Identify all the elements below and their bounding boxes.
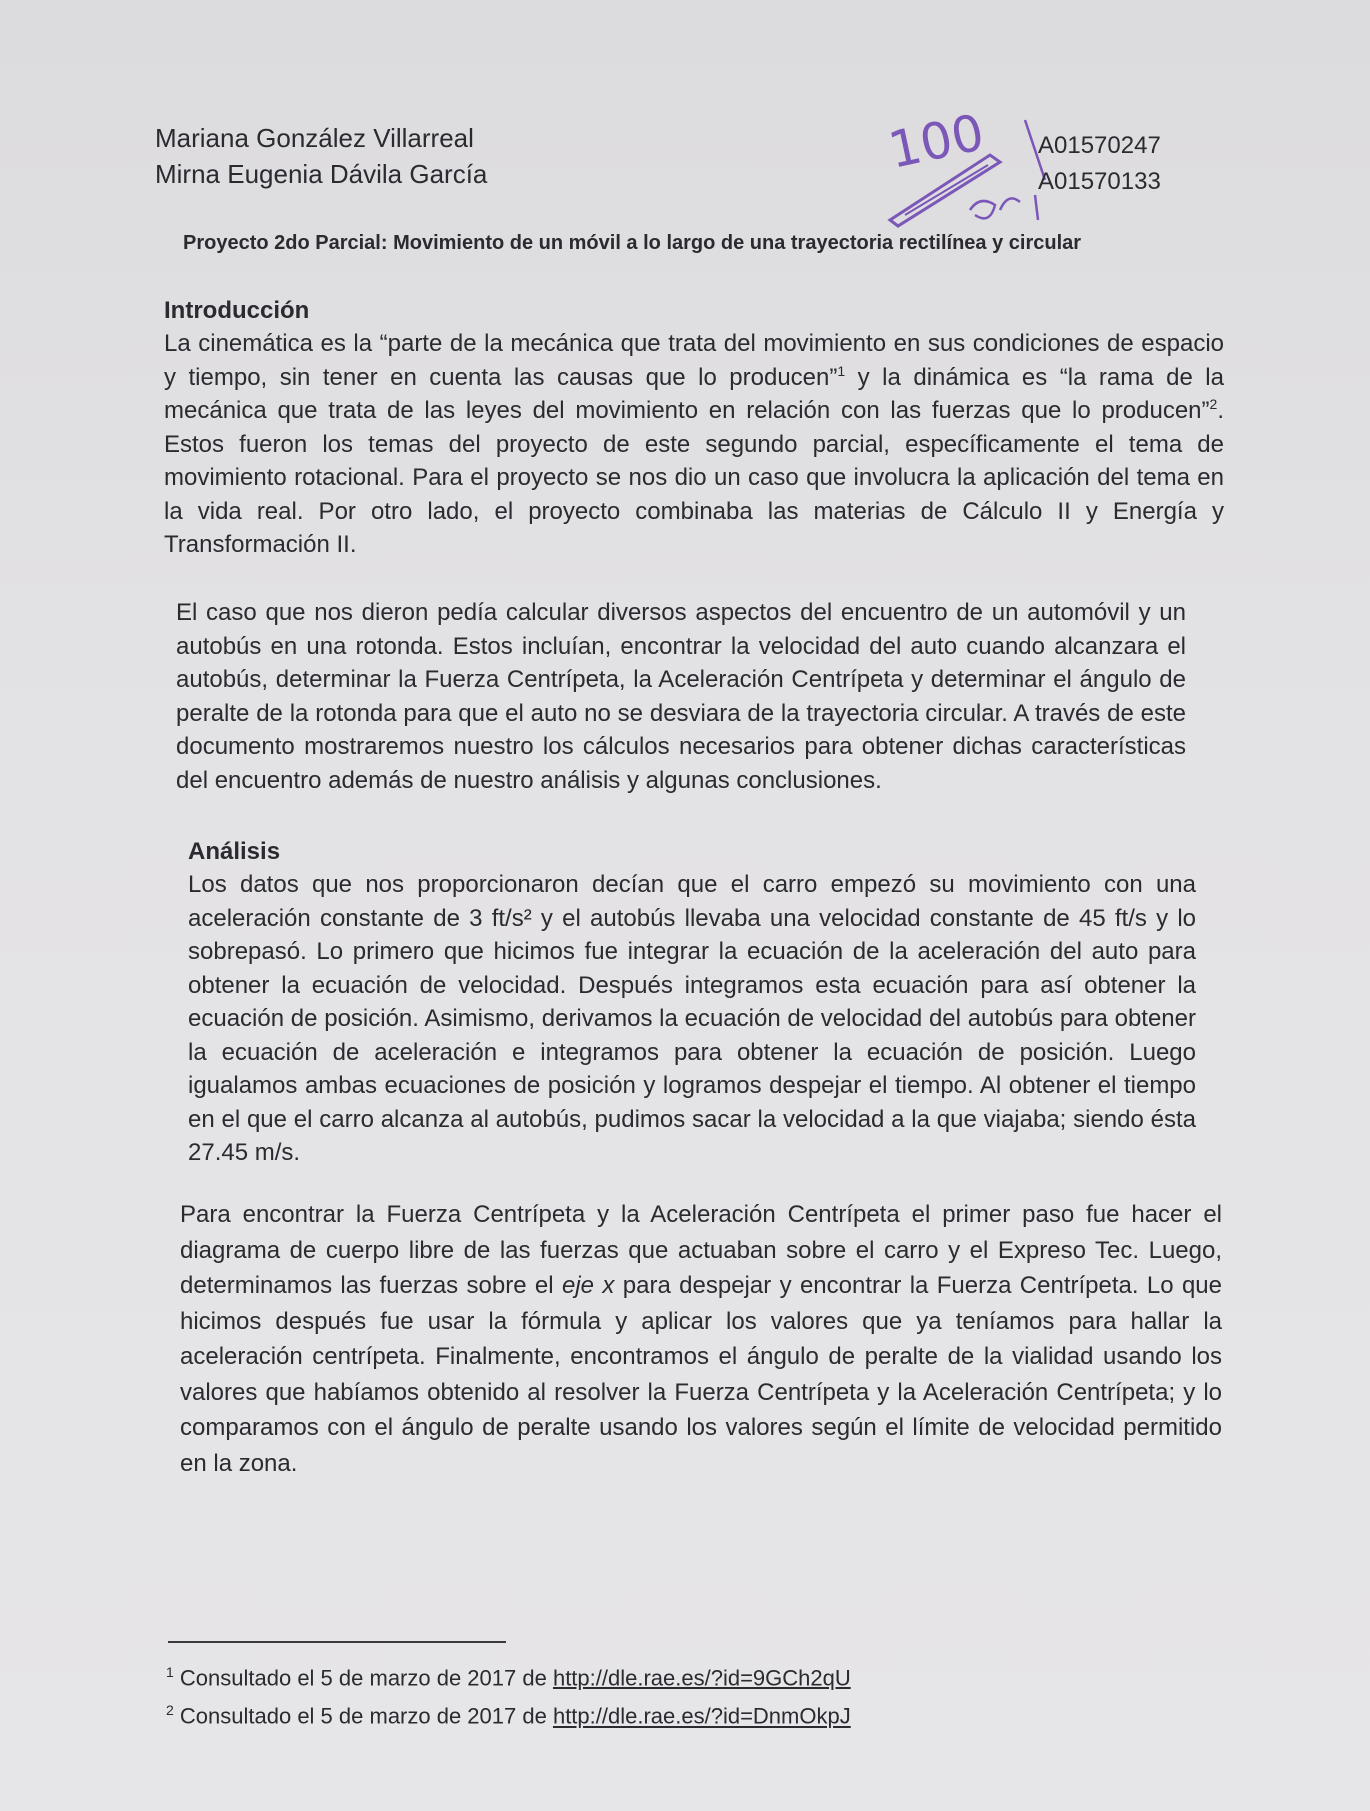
- paragraph: Los datos que nos proporcionaron decían que el carro empezó su movimiento con una aceleración constante de 3 ft/s² y el autobús llevaba una velocidad constante de 45 ft/s y lo sobrepasó. Lo primero que hicimos fue integrar la ecuación de la aceleración del auto para obtener la ecuación de velocidad. Después integramos esta ecuación para así obtener la ecuación de posición. Asimismo, derivamos la ecuación de velocidad del autobús para obtener la ecuación de aceleración e integramos para obtener la ecuación de posición. Luego igualamos ambas ecuaciones de posición y logramos despejar el tiempo. Al obtener el tiempo en el que el carro alcanza al autobús, pudimos sacar la velocidad a la que viajaba; siendo ésta 27.45 m/s.: [188, 871, 1196, 1166]
- footnote-ref: 2: [1209, 396, 1218, 412]
- author-name: Mariana González Villarreal: [155, 123, 474, 153]
- authors-block: [155, 120, 487, 192]
- section-heading: Introducción: [164, 297, 310, 324]
- student-id: A01570247: [1038, 132, 1161, 159]
- student-ids: [1038, 128, 1161, 200]
- document-title: Proyecto 2do Parcial: Movimiento de un móvil a lo largo de una trayectoria rectilínea y circular: [183, 232, 1082, 254]
- footnote-ref: 1: [837, 362, 846, 379]
- section-introduccion-p2: [176, 596, 1186, 797]
- footnote: $^1$ Consultado el 5 de marzo de 2017 de http://dle.rae.es/?id=9GCh2qU: [166, 1664, 851, 1691]
- paragraph: El caso que nos dieron pedía calcular diversos aspectos del encuentro de un automóvil y un autobús en una rotonda. Estos incluían, encontrar la velocidad del auto cuando alcanzara el autobús, determinar la Fuerza Centrípeta, la Aceleración Centrípeta y determinar el ángulo de peralte de la rotonda para que el auto no se desviara de la trayectoria circular. A través de este documento mostraremos nuestro los cálculos necesarios para obtener dichas características del encuentro además de nuestro análisis y algunas conclusiones.: [176, 599, 1186, 794]
- footnote: $^2$ Consultado el 5 de marzo de 2017 de http://dle.rae.es/?id=DnmOkpJ: [166, 1702, 851, 1729]
- footnote-divider: [168, 1641, 506, 1643]
- section-analisis: [188, 838, 1196, 1170]
- footnote-link[interactable]: http://dle.rae.es/?id=9GCh2qU: [552, 1665, 851, 1691]
- section-analisis-p2: [180, 1197, 1222, 1481]
- student-id: A01570133: [1038, 168, 1161, 195]
- paragraph: La cinemática es la “parte de la mecánica que trata del movimiento en sus condiciones de espacio y tiempo, sin tener en cuenta las causas que lo producen”$^1$ y la dinámica es “la rama de la mecánica que trata de las leyes del movimiento en relación con las fuerzas que lo producen”$^2$. Estos fueron los temas del proyecto de este segundo parcial, específicamente el tema de movimiento rotacional. Para el proyecto se nos dio un caso que involucra la aplicación del tema en la vida real. Por otro lado, el proyecto combinaba las materias de Cálculo II y Energía y Transformación II.: [164, 330, 1224, 558]
- grade-score: 100: [883, 103, 989, 180]
- footnote-link[interactable]: http://dle.rae.es/?id=DnmOkpJ: [552, 1703, 851, 1729]
- emphasis-text: eje x: [561, 1272, 615, 1299]
- author-name: Mirna Eugenia Dávila García: [155, 159, 488, 189]
- section-introduccion: [164, 297, 1224, 562]
- section-heading: Análisis: [188, 838, 281, 865]
- paragraph: Para encontrar la Fuerza Centrípeta y la Aceleración Centrípeta el primer paso fue hacer el diagrama de cuerpo libre de las fuerzas que actuaban sobre el carro y el Expreso Tec. Luego, determinamos las fuerzas sobre el eje x para despejar y encontrar la Fuerza Centrípeta. Lo que hicimos después fue usar la fórmula y aplicar los valores que ya teníamos para hallar la aceleración centrípeta. Finalmente, encontramos el ángulo de peralte de la vialidad usando los valores que habíamos obtenido al resolver la Fuerza Centrípeta y la Aceleración Centrípeta; y lo comparamos con el ángulo de peralte usando los valores según el límite de velocidad permitido en la zona.: [180, 1201, 1223, 1477]
- handwritten-grade-mark: [860, 100, 1060, 240]
- footnotes: [166, 1656, 851, 1733]
